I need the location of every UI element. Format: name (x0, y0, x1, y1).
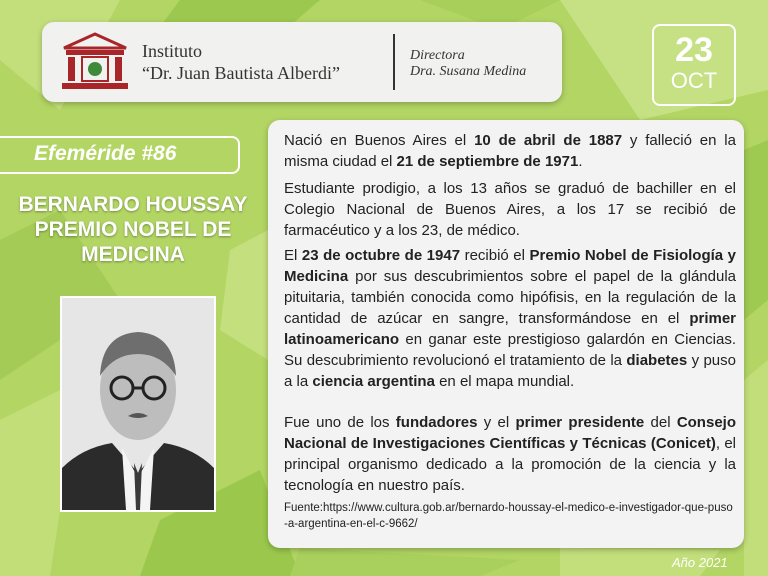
efemeride-label: Efeméride #86 (34, 142, 177, 165)
bio-paragraph-nobel: El 23 de octubre de 1947 recibió el Premio Nobel de Fisiología y Medicina por sus descubrimientos sobre el papel de la glándula pituitaria, también conocida como hipófisis, en la regulación de la cantidad de azúcar en sangre, transformándose en el primer latinoamericano en ganar este prestigioso galardón en Ciencias. Su descubrimiento revolucionó el tratamiento de la diabetes y puso a la ciencia argentina en el mapa mundial. (284, 247, 736, 390)
institute-name (142, 40, 340, 84)
bio-paragraph-birth: Nació en Buenos Aires el 10 de abril de 1887 y falleció en la misma ciudad el 21 de septiembre de 1971. (284, 132, 736, 170)
bio-paragraph-conicet: Fue uno de los fundadores y el primer presidente del Consejo Nacional de Investigaciones Científicas y Técnicas (Conicet), el principal organismo dedicado a la promoción de la ciencia y la tecnología en nuestro país. (284, 414, 736, 494)
institute-line1: Instituto (142, 41, 203, 61)
source-link[interactable]: Fuente:https://www.cultura.gob.ar/bernardo-houssay-el-medico-e-investigador-que-puso-a-argentina-en-el-c-9662/ (284, 502, 733, 530)
director-title: Directora (410, 48, 465, 63)
title-line3: MEDICINA (81, 243, 185, 266)
director-info (410, 48, 526, 80)
biography-card (268, 120, 744, 548)
title-line2: PREMIO NOBEL DE (34, 218, 232, 241)
date-badge (652, 24, 736, 106)
portrait-photo (60, 296, 216, 512)
header-divider (393, 34, 395, 90)
director-name: Dra. Susana Medina (410, 64, 527, 79)
institute-line2: “Dr. Juan Bautista Alberdi” (142, 63, 340, 83)
date-month: OCT (670, 68, 718, 93)
efemeride-label-box (0, 136, 240, 174)
institute-header (42, 22, 562, 102)
portrait-illustration (62, 298, 214, 510)
bio-paragraph-education: Estudiante prodigio, a los 13 años se graduó de bachiller en el Colegio Nacional de Buenos Aires, a los 17 se recibió de farmacéutico y a los 23, de médico. (284, 180, 736, 239)
title-line1: BERNARDO HOUSSAY (18, 193, 248, 216)
page-title (0, 192, 266, 267)
school-building-logo (60, 32, 130, 92)
date-day: 23 (675, 31, 713, 69)
year-label: Año 2021 (672, 555, 728, 570)
